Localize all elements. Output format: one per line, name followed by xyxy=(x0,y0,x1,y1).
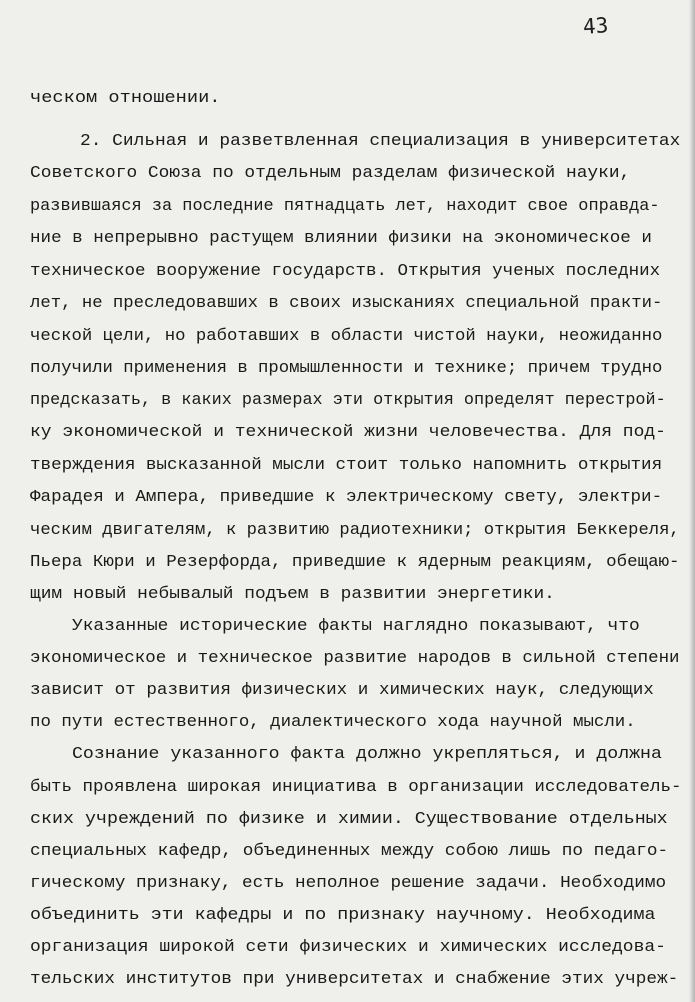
text-line: ческой цели, но работавших в области чистой науки, неожиданно xyxy=(30,327,663,346)
text-line: получили применения в промышленности и технике; причем трудно xyxy=(30,359,663,378)
text-line: организация широкой сети физических и химических исследова- xyxy=(30,938,666,957)
text-line: зависит от развития физических и химических наук, следующих xyxy=(30,681,654,700)
text-line: предсказать, в каких размерах эти открытия определят перестрой- xyxy=(30,391,666,410)
text-line: ческом отношении. xyxy=(30,89,221,108)
text-line: Пьера Кюри и Резерфорда, приведшие к ядерным реакциям, обещаю- xyxy=(30,553,680,572)
text-line: гическому признаку, есть неполное решение задачи. Необходимо xyxy=(30,874,667,893)
text-line: Фарадея и Ампера, приведшие к электрическому свету, электри- xyxy=(30,488,663,507)
text-line: лет, не преследовавших в своих изысканиях специальной практи- xyxy=(30,294,663,313)
text-line: тверждения высказанной мысли стоит только напомнить открытия xyxy=(30,456,663,475)
text-line: Указанные исторические факты наглядно показывают, что xyxy=(72,617,640,636)
text-line: Сознание указанного факта должно укрепляться, и должна xyxy=(72,745,662,764)
text-line: ских учреждений по физике и химии. Существование отдельных xyxy=(30,810,668,829)
text-line: ческим двигателям, к развитию радиотехники; открытия Беккереля, xyxy=(30,521,680,540)
text-line: ние в непрерывно растущем влиянии физики на экономическое и xyxy=(30,229,652,248)
page-edge-shadow xyxy=(689,0,695,1002)
text-line: объединить эти кафедры и по признаку научному. Необходима xyxy=(30,906,656,925)
text-line: тельских институтов при университетах и снабжение этих учреж- xyxy=(30,970,679,989)
text-line: развившаяся за последние пятнадцать лет, находит свое оправда- xyxy=(30,197,660,216)
text-line: быть проявлена широкая инициатива в организации исследователь- xyxy=(30,778,682,797)
page-number: 43 xyxy=(582,13,610,39)
text-line: по пути естественного, диалектического хода научной мысли. xyxy=(30,713,636,732)
text-line: специальных кафедр, объединенных между собою лишь по педаго- xyxy=(30,842,669,861)
text-line: 2. Сильная и разветвленная специализация в университетах xyxy=(80,132,681,151)
text-line: щим новый небывалый подъем в развитии энергетики. xyxy=(30,585,555,604)
text-line: Советского Союза по отдельным разделам физической науки, xyxy=(30,164,631,183)
text-line: техническое вооружение государств. Открытия ученых последних xyxy=(30,262,661,281)
text-line: ку экономической и технической жизни человечества. Для под- xyxy=(30,423,666,442)
text-line: экономическое и техническое развитие народов в сильной степени xyxy=(30,649,680,668)
